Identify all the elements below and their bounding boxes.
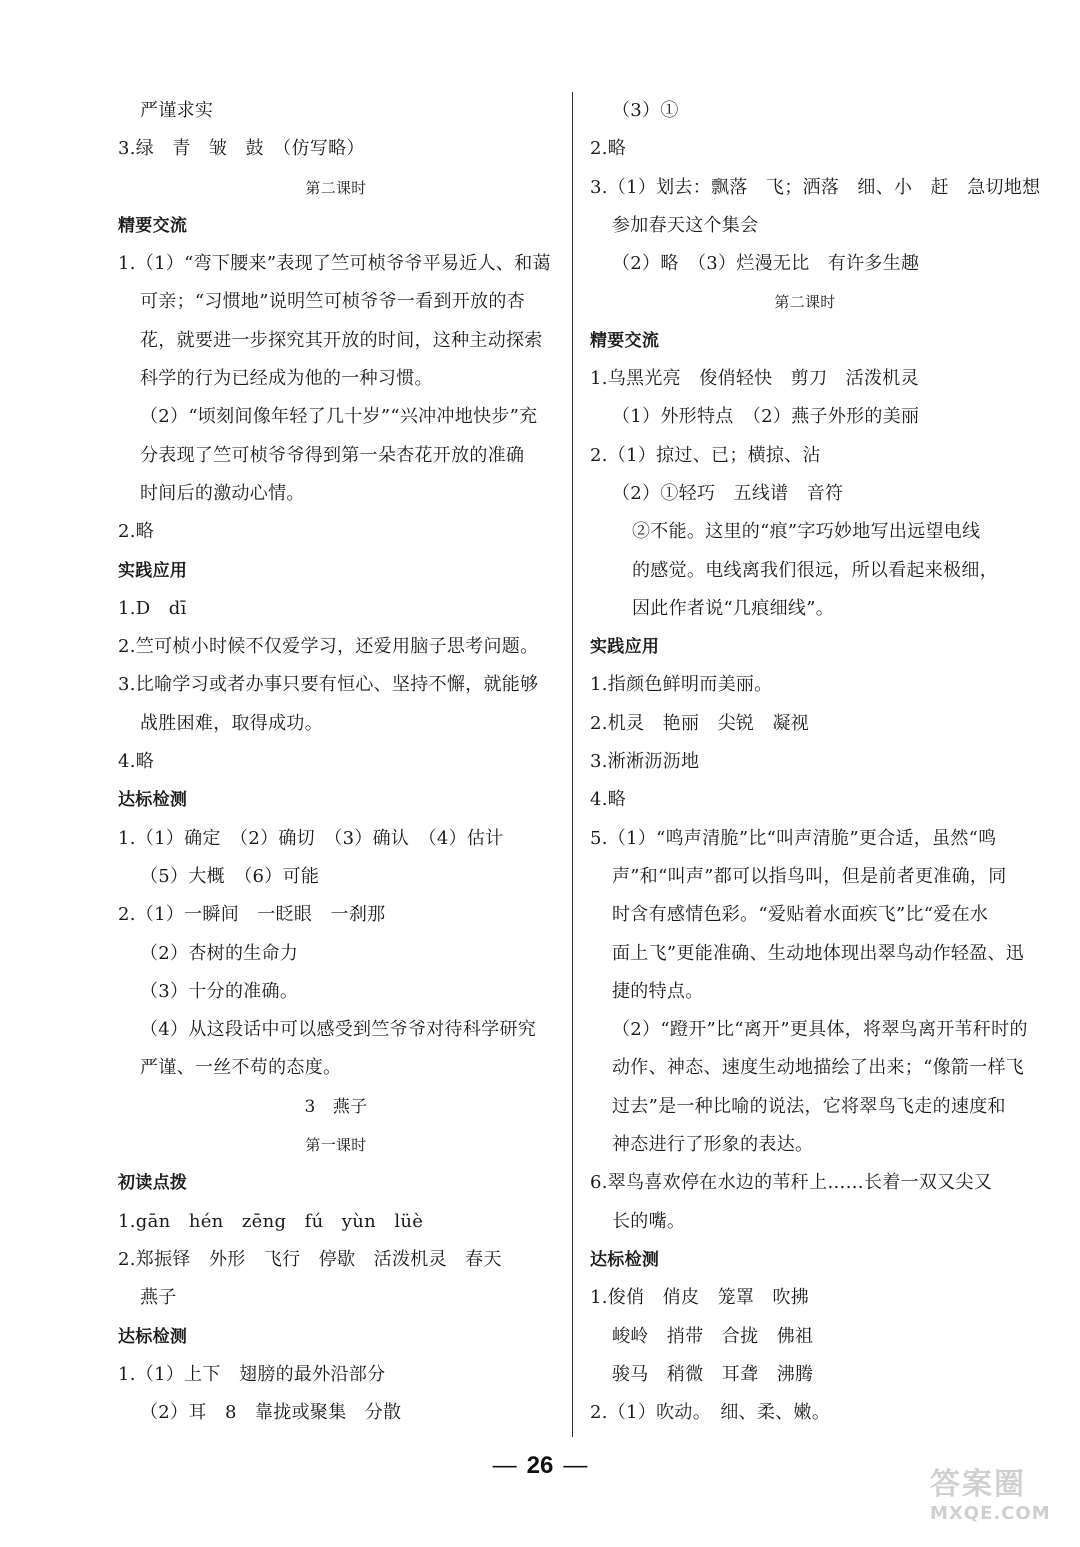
answer-line: （1）外形特点 （2）燕子外形的美丽	[612, 406, 920, 428]
section-heading: 实践应用	[590, 637, 660, 658]
answer-line: 神态进行了形象的表达。	[612, 1134, 814, 1156]
answer-line: 骏马 稍微 耳聋 沸腾	[612, 1363, 814, 1385]
answer-line: 声”和“叫声”都可以指鸟叫，但是前者更准确，同	[612, 865, 1007, 887]
answer-line: （2）杏树的生命力	[140, 942, 299, 964]
section-heading: 精要交流	[118, 215, 188, 236]
watermark-top-text: 答案圈	[930, 1467, 1026, 1502]
answer-line: 1.俊俏 俏皮 笼罩 吹拂	[590, 1287, 810, 1309]
answer-line: 2.（1）掠过、已；横掠、沾	[590, 444, 821, 466]
left-column	[118, 92, 554, 1432]
answer-line: 1.（1）上下 翅膀的最外沿部分	[118, 1363, 386, 1385]
chapter-title: 3 燕子	[304, 1096, 368, 1117]
answer-line: （3）十分的准确。	[140, 980, 299, 1002]
section-heading: 初读点拨	[118, 1173, 188, 1194]
answer-line: （3）①	[612, 100, 679, 121]
answer-line: 4.略	[590, 789, 627, 811]
answer-line: 动作、神态、速度生动地描绘了出来；“像箭一样飞	[612, 1057, 1025, 1079]
answer-line: （2）“蹬开”比“离开”更具体，将翠鸟离开苇秆时的	[612, 1019, 1028, 1041]
answer-line: 2.（1）一瞬间 一眨眼 一刹那	[118, 904, 386, 926]
lesson-heading: 第二课时	[774, 293, 836, 312]
section-heading: 精要交流	[590, 330, 660, 351]
answer-line: 时间后的激动心情。	[140, 482, 305, 504]
answer-line: 3.绿 青 皱 鼓 （仿写略）	[118, 138, 365, 160]
answer-line: 2.竺可桢小时候不仅爱学习，还爱用脑子思考问题。	[118, 636, 539, 658]
answer-line: 时含有感情色彩。“爱贴着水面疾飞”比“爱在水	[612, 904, 989, 926]
answer-line: （2）①轻巧 五线谱 音符	[612, 482, 844, 504]
answer-line: （2）“顷刻间像年轻了几十岁”“兴冲冲地快步”充	[140, 406, 538, 428]
answer-line: 1.指颜色鲜明而美丽。	[590, 674, 773, 696]
answer-line: 1.（1）“弯下腰来”表现了竺可桢爷爷平易近人、和蔼	[118, 253, 551, 275]
lesson-heading: 第二课时	[305, 178, 367, 197]
answer-line: 分表现了竺可桢爷爷得到第一朵杏花开放的准确	[140, 444, 525, 466]
answer-line: 2.略	[590, 138, 627, 160]
answer-line: 峻岭 捎带 合拢 佛祖	[612, 1325, 814, 1347]
answer-line: 1.D dī	[118, 597, 187, 619]
answer-line: 2.（1）吹动。 细、柔、嫩。	[590, 1402, 831, 1424]
answer-line: 面上飞”更能准确、生动地体现出翠鸟动作轻盈、迅	[612, 942, 1025, 964]
answer-line: 科学的行为已经成为他的一种习惯。	[140, 368, 433, 390]
section-heading: 达标检测	[118, 790, 188, 811]
answer-line: 6.翠鸟喜欢停在水边的苇秆上……长着一双又尖又	[590, 1172, 993, 1194]
answer-line: 2.机灵 艳丽 尖锐 凝视	[590, 712, 810, 734]
answer-line: （5）大概 （6）可能	[140, 865, 320, 887]
section-heading: 达标检测	[118, 1326, 188, 1347]
answer-line: 3.淅淅沥沥地	[590, 751, 700, 773]
answer-line: 2.略	[118, 521, 155, 543]
answer-line: 1.gān hén zēng fú yùn lüè	[118, 1210, 424, 1232]
watermark-bottom-text: MXQE.COM	[930, 1503, 1051, 1524]
answer-line: 花，就要进一步探究其开放的时间，这种主动探索	[140, 329, 543, 351]
answer-line: 严谨、一丝不苟的态度。	[140, 1057, 342, 1079]
answer-line: 捷的特点。	[612, 980, 704, 1002]
answer-line: ②不能。这里的“痕”字巧妙地写出远望电线	[632, 521, 981, 543]
answer-line: 燕子	[140, 1287, 177, 1309]
answer-line: 的感觉。电线离我们很远，所以看起来极细，	[632, 559, 998, 581]
answer-line: 3.（1）划去：飘落 飞；洒落 细、小 赶 急切地想	[590, 176, 1041, 198]
answer-line: 5.（1）“鸣声清脆”比“叫声清脆”更合适，虽然“鸣	[590, 827, 997, 849]
answer-line: 1.乌黑光亮 俊俏轻快 剪刀 活泼机灵	[590, 368, 919, 390]
answer-line: 可亲；“习惯地”说明竺可桢爷爷一看到开放的杏	[140, 291, 526, 313]
page-number-value: 26	[526, 1452, 554, 1479]
answer-line: 1.（1）确定 （2）确切 （3）确认 （4）估计	[118, 827, 504, 849]
section-heading: 达标检测	[590, 1249, 660, 1270]
answer-line: 因此作者说“几痕细线”。	[632, 597, 835, 619]
answer-line: 严谨求实	[140, 100, 214, 121]
answer-line: （2）略 （3）烂漫无比 有许多生趣	[612, 253, 920, 275]
watermark-logo	[930, 1459, 1066, 1539]
answer-line: （2）耳 8 靠拢或聚集 分散	[140, 1402, 402, 1424]
page-number: — 26 —	[492, 1452, 588, 1479]
answer-line: 长的嘴。	[612, 1210, 686, 1232]
answer-line: 3.比喻学习或者办事只要有恒心、坚持不懈，就能够	[118, 674, 539, 696]
answer-line: 4.略	[118, 751, 155, 773]
answer-line: （4）从这段话中可以感受到竺爷爷对待科学研究	[140, 1019, 537, 1041]
lesson-heading: 第一课时	[305, 1136, 367, 1155]
answer-line: 2.郑振铎 外形 飞行 停歇 活泼机灵 春天	[118, 1248, 502, 1270]
section-heading: 实践应用	[118, 560, 188, 581]
column-divider	[572, 92, 573, 1437]
answer-line: 参加春天这个集会	[612, 214, 759, 236]
answer-line: 过去”是一种比喻的说法，它将翠鸟飞走的速度和	[612, 1095, 1006, 1117]
right-column	[590, 92, 1041, 1432]
answer-line: 战胜困难，取得成功。	[140, 712, 323, 734]
